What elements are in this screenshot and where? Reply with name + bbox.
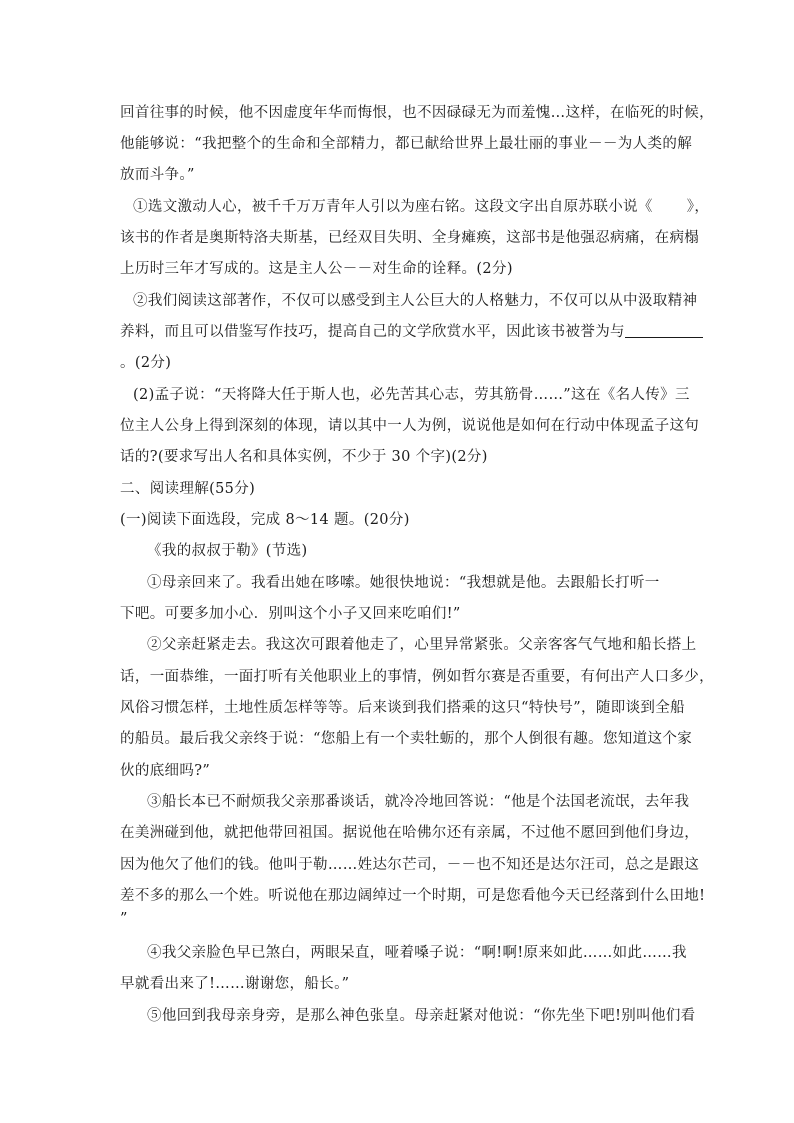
text-line: 因为他欠了他们的钱。他叫于勒……姓达尔芒司，－－也不知还是达尔汪司，总之是跟这 xyxy=(120,857,700,873)
text-line: 在美洲碰到他，就把他带回祖国。据说他在哈佛尔还有亲属，不过他不愿回到他们身边， xyxy=(120,825,700,841)
section-heading: 二、阅读理解(55分) xyxy=(120,481,256,497)
text-line: 话的?(要求写出人名和具体实例，不少于 30 个字)(2分) xyxy=(120,449,488,465)
question-line-part: 》， xyxy=(686,199,710,215)
text-line: 放而斗争。” xyxy=(120,167,195,183)
text-line: 差不多的那么一个姓。听说他在那边阔绰过一个时期，可是您看他今天已经落到什么田地! xyxy=(120,888,706,904)
text-line: 该书的作者是奥斯特洛夫斯基，已经双目失明、全身瘫痪，这部书是他强忍病痛，在病榻 xyxy=(120,230,700,246)
text-line: 。(2分) xyxy=(120,355,172,371)
question-text: ②我们阅读这部著作，不仅可以感受到主人公巨大的人格魅力，不仅可以从中汲取精神 xyxy=(133,293,698,309)
text-line: 伙的底细吗?” xyxy=(120,763,211,779)
passage-paragraph: ③船长本已不耐烦我父亲那番谈话，就冷冷地回答说：“他是个法国老流氓，去年我 xyxy=(147,794,690,810)
question-text: (2)孟子说：“天将降大任于斯人也，必先苦其心志，劳其筋骨……”这在《名人传》三 xyxy=(133,387,690,403)
question-line-part: ①选文激动人心，被千千万万青年人引以为座右铭。这段文字出自原苏联小说《 xyxy=(133,199,653,215)
text-line: 风俗习惯怎样，土地性质怎样等等。后来谈到我们搭乘的这只“特快号”，随即谈到全船 xyxy=(120,700,685,716)
text-line: 位主人公身上得到深刻的体现，请以其中一人为例，说说他是如何在行动中体现孟子这句 xyxy=(120,418,700,434)
text-line: 早就看出来了!……谢谢您，船长。” xyxy=(120,976,350,992)
text-line: 话，一面恭维，一面打听有关他职业上的事情，例如哲尔赛是否重要，有何出产人口多少， xyxy=(120,669,714,685)
passage-paragraph: ①母亲回来了。我看出她在哆嗦。她很快地说：“我想就是他。去跟船长打听一 xyxy=(147,575,660,591)
text-line: 上历时三年才写成的。这是主人公－－对生命的诠释。(2分) xyxy=(120,261,513,277)
text-line: 下吧。可要多加小心．别叫这个小子又回来吃咱们!” xyxy=(120,606,461,622)
question-line-part: 养料，而且可以借鉴写作技巧，提高自己的文学欣赏水平，因此该书被誉为与 xyxy=(120,324,625,340)
subsection-heading: (一)阅读下面选段，完成 8～14 题。(20分) xyxy=(120,512,410,528)
text-line: ” xyxy=(120,911,128,927)
passage-paragraph: ⑤他回到我母亲身旁，是那么神色张皇。母亲赶紧对他说：“你先坐下吧!别叫他们看 xyxy=(147,1008,696,1024)
passage-paragraph: ②父亲赶紧走去。我这次可跟着他走了，心里异常紧张。父亲客客气气地和船长搭上 xyxy=(147,637,697,653)
text-line: 的船员。最后我父亲终于说：“您船上有一个卖牡蛎的，那个人倒很有趣。您知道这个家 xyxy=(120,731,693,747)
question-text xyxy=(133,199,709,215)
passage-paragraph: ④我父亲脸色早已煞白，两眼呆直，哑着嗓子说：“啊!啊!原来如此……如此……我 xyxy=(147,945,687,961)
text-line: 回首往事的时候，他不因虚度年华而悔恨，也不因碌碌无为而羞愧…这样，在临死的时候， xyxy=(120,105,714,121)
answer-blank xyxy=(625,324,703,338)
passage-title: 《我的叔叔于勒》(节选) xyxy=(147,543,308,559)
question-text xyxy=(120,324,703,340)
text-line: 他能够说：“我把整个的生命和全部精力，都已献给世界上最壮丽的事业－－为人类的解 xyxy=(120,136,693,152)
